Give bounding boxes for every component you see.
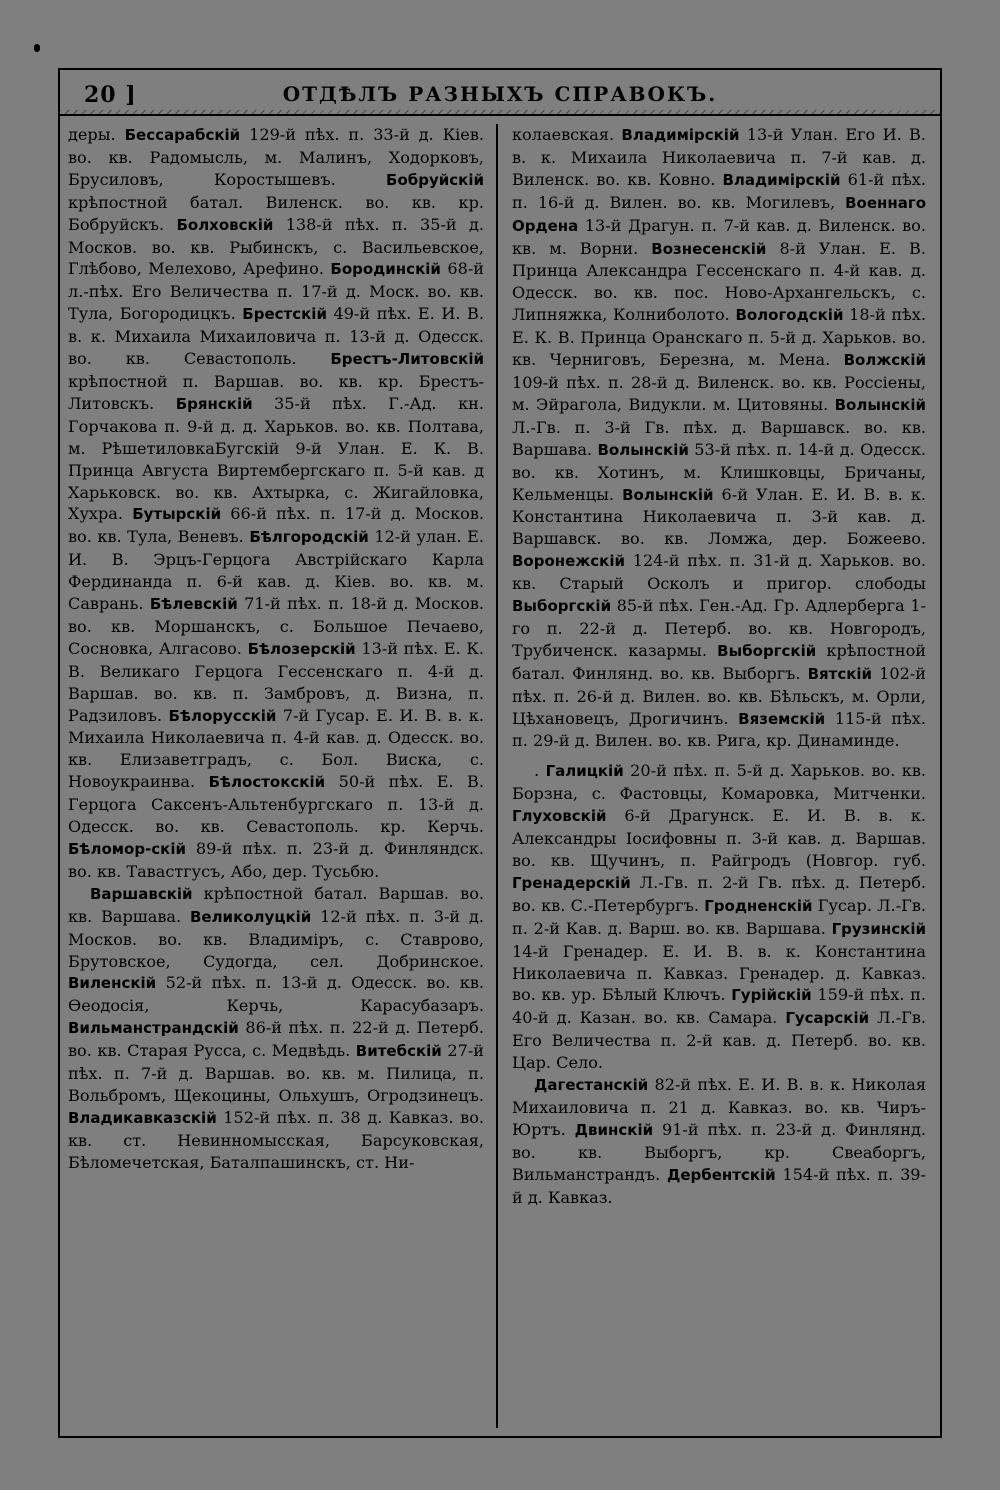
regiment-name: Бородинскій [330,260,441,279]
regiment-name: Выборгскій [717,641,817,660]
regiment-name: Гродненскій [704,896,813,915]
left-paragraph-2: Варшавскій крѣпостной батал. Варшав. во. кв. Варшава. Великолуцкій 12-й пѣх. п. 3-й д. Москов. во. кв. Владиміръ, с. Ставрово, Брутовское, Судогда, сел. Добринское. Виленскій 52-й пѣх. п. 13-й д. Одесск. во. кв. Ѳеодосія, Керчь, Карасубазаръ. Вильманстрандскій 86-й пѣх. п. 22-й д. Петерб. во. кв. Старая Русса, с. Медвѣдь. Витебскій 27-й пѣх. п. 7-й д. Варшав. во. кв. м. Пилица, п. Вольбромъ, Щекоцины, Ольхушъ, Огродзинецъ. Владикавказскій 152-й пѣх. п. 38 д. Кавказ. во. кв. ст. Невинномысская, Барсуковская, Бѣломечетская, Баталпашинскъ, ст. Ни- [68,883,484,1172]
right-paragraph-1: колаевская. Владимірскій 13-й Улан. Его И. В. в. к. Михаила Николаевича п. 7-й кав. д. Виленск. во. кв. Ковно. Владимірскій 61-й пѣх. п. 16-й д. Вилен. во. кв. Могилевъ, Военнаго Ордена 13-й Драгун. п. 7-й кав. д. Виленск. во. кв. м. Ворни. Вознесенскій 8-й Улан. Е. В. Принца Александра Гессенскаго п. 4-й кав. д. Одесск. во. кв. пос. Ново-Архангельскъ, с. Липняжка, Колниболото. Вологодскій 18-й пѣх. Е. К. В. Принца Оранскаго п. 5-й д. Харьков. во. кв. Черниговъ, Березна, м. Мена. Волжскій 109-й пѣх. п. 28-й д. Виленск. во. кв. Россіены, м. Эйрагола, Видукли. м. Цитовяны. Волынскій Л.-Гв. п. 3-й Гв. пѣх. д. Варшавск. во. кв. Варшава. Волынскій 53-й пѣх. п. 14-й д. Одесск. во. кв. Хотинъ, м. Клишковцы, Бричаны, Кельменцы. Волынскій 6-й Улан. Е. И. В. в. к. Константина Николаевича п. 3-й кав. д. Варшавск. во. кв. Ломжа, дер. Божеево. Воронежскій 124-й пѣх. п. 31-й д. Харьков. во. кв. Старый Осколъ и пригор. слободы Выборгскій 85-й пѣх. Ген.-Ад. Гр. Адлерберга 1-го п. 22-й д. Петерб. во. кв. Новгородъ, Трубиченск. казармы. Выборгскій крѣпостной батал. Финлянд. во. кв. Выборгъ. Вятскій 102-й пѣх. п. 26-й д. Вилен. во. кв. Бѣльскъ, м. Орли, Цѣхановецъ, Дрогичинъ. Вяземскій 115-й пѣх. п. 29-й д. Вилен. во. кв. Рига, кр. Динаминде. [512,125,926,751]
regiment-name: Волжскій [843,351,926,370]
regiment-name: Владикавказскій [68,1108,217,1127]
regiment-name: Гренадерскій [512,873,631,892]
regiment-name: Глуховскій [512,807,607,826]
regiment-name: Бѣлозерскій [247,639,356,658]
regiment-name: Владимірскій [621,126,740,144]
regiment-name: Вяземскій [738,709,826,728]
regiment-name: Вильманстрандскій [68,1019,239,1038]
page-title: ОТДѢЛЪ РАЗНЫХЪ СПРАВОКЪ. [282,82,718,106]
regiment-name: Волынскій [597,440,689,459]
regiment-name: Грузинскій [831,919,926,938]
regiment-name: Виленскій [68,974,157,993]
regiment-name: Бѣлевскій [149,595,238,614]
regiment-name: Бѣлорусскій [168,706,277,725]
ink-speck [34,44,40,52]
regiment-name: Бессарабскій [124,126,241,144]
regiment-name: Бобруйскій [386,170,484,189]
regiment-name: Дербентскій [666,1165,776,1184]
regiment-name: Бѣломор-скій [68,840,187,858]
regiment-name: Варшавскій [90,884,193,903]
regiment-name: Воронежскій [512,552,625,571]
left-paragraph-1: деры. Бессарабскій 129-й пѣх. п. 33-й д. Кіев. во. кв. Радомысль, м. Малинъ, Ходорковъ, Брусиловъ, Коростышевъ. Бобруйскій крѣпостной батал. Виленск. во. кв. кр. Бобруйскъ. Болховскій 138-й пѣх. п. 35-й д. Москов. во. кв. Рыбинскъ, с. Васильевское, Глѣбово, Мелехово, Арефино. Бородинскій 68-й л.-пѣх. Его Величества п. 17-й д. Моск. во. кв. Тула, Богородицкъ. Брестскій 49-й пѣх. Е. И. В. в. к. Михаила Михаиловича п. 13-й д. Одесск. во. кв. Севастополь. Брестъ-Литовскій крѣпостной п. Варшав. во. кв. кр. Брестъ-Литовскъ. Брянскій 35-й пѣх. Г.-Ад. кн. Горчакова п. 9-й д. д. Харьков. во. кв. Полтава, м. РѣшетиловкаБугскій 9-й Улан. Е. К. В. Принца Августа Виртембергскаго п. 5-й кав. д Харьковск. во. кв. Ахтырка, с. Жигайловка, Хухра. Бутырскій 66-й пѣх. п. 17-й д. Москов. во. кв. Тула, Веневъ. Бѣлгородскій 12-й улан. Е. И. В. Эрцъ-Герцога Австрійскаго Карла Фердинанда п. 6-й кав. д. Кіев. во. кв. м. Саврань. Бѣлевскій 71-й пѣх. п. 18-й д. Москов. во. кв. Моршанскъ, с. Большое Печаево, Сосновка, Алгасово. Бѣлозерскій 13-й пѣх. Е. К. В. Великаго Герцога Гессенскаго п. 4-й д. Варшав. во. кв. п. Замбровъ, д. Визна, п. Радзиловъ. Бѣлорусскій 7-й Гусар. Е. И. В. в. к. Михаила Николаевича п. 4-й кав. д. Одесск. во. кв. Елизаветградъ, с. Бол. Виска, с. Новоукраинва. Бѣлостокскій 50-й пѣх. Е. В. Герцога Саксенъ-Альтенбургскаго п. 13-й д. Одесск. во. кв. Севастополь. кр. Керчь. Бѣломор-скій 89-й пѣх. п. 23-й д. Финляндск. во. кв. Тавастгусъ, Або, дер. Тусьбю. [68,125,485,881]
regiment-name: Вятскій [807,664,873,683]
right-column [506,124,926,1424]
right-paragraph-2: . Галицкій 20-й пѣх. п. 5-й д. Харьков. во. кв. Борзна, с. Фастовцы, Комаровка, Митченки. Глуховскій 6-й Драгунск. Е. И. В. в. к. Александры Іосифовны п. 3-й кав. д. Варшав. во. кв. Щучинъ, п. Райгродъ (Новгор. губ. Гренадерскій Л.-Гв. п. 2-й Гв. пѣх. д. Петерб. во. кв. С.-Петербургъ. Гродненскій Гусар. Л.-Гв. п. 2-й Кав. д. Варш. во. кв. Варшава. Грузинскій 14-й Гренадер. Е. И. В. в. к. Константина Николаевича п. Кавказ. Гренадер. д. Кавказ. во. кв. ур. Бѣлый Ключъ. Гурійскій 159-й пѣх. п. 40-й д. Казан. во. кв. Самара. Гусарскій Л.-Гв. Его Величества п. 2-й кав. д. Петерб. во. кв. Цар. Село. [512,761,926,1073]
regiment-name: Выборгскій [512,597,612,616]
regiment-name: Гурійскій [731,986,812,1005]
regiment-name: Брянскій [175,394,253,413]
regiment-name: Дагестанскій [534,1076,649,1095]
page-frame [58,68,942,1438]
column-divider [496,124,498,1428]
regiment-name: Волынскій [834,395,926,414]
regiment-name: Владимірскій [722,170,841,189]
regiment-name: Галицкій [545,762,624,781]
regiment-name: Вологодскій [735,306,844,325]
right-paragraph-3: Дагестанскій 82-й пѣх. Е. И. В. в. к. Николая Михаиловича п. 21 д. Кавказ. во. кв. Чиръ-Юртъ. Двинскій 91-й пѣх. п. 23-й д. Финлянд. во. кв. Выборгъ, кр. Свеаборгъ, Вильманстрандъ. Дербентскій 154-й пѣх. п. 39-й д. Кавказ. [512,1075,926,1207]
header-rule [60,110,940,116]
regiment-name: Брестскій [242,305,327,324]
page-header [60,70,940,116]
regiment-name: Бутырскій [132,505,222,524]
left-column [68,124,488,1424]
regiment-name: Витебскій [355,1042,442,1061]
regiment-name: Военнаго Ордена [512,193,926,235]
page-number: 20 ] [84,82,137,108]
regiment-name: Гусарскій [785,1009,870,1028]
regiment-name: Брестъ-Литовскій [330,350,484,369]
regiment-name: Великолуцкій [189,907,312,926]
regiment-name: Вознесенскій [651,239,767,258]
regiment-name: Волынскій [622,485,714,504]
regiment-name: Болховскій [176,215,274,234]
regiment-name: Бѣлостокскій [208,773,326,792]
regiment-name: Бѣлгородскій [249,528,369,547]
regiment-name: Двинскій [574,1120,654,1139]
